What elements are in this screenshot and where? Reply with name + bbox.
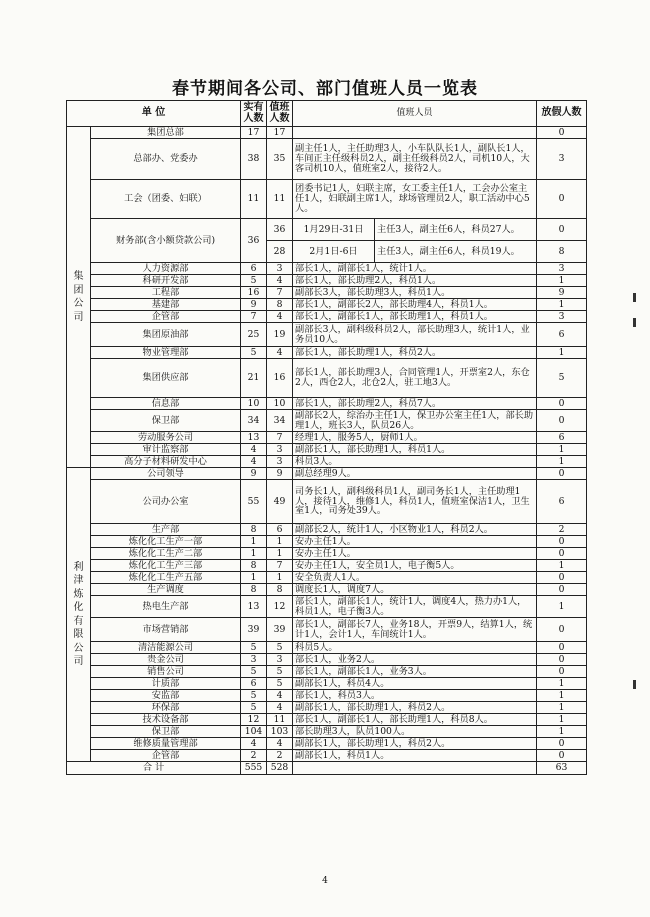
- leave-cell: 0: [537, 738, 587, 750]
- leave-cell: 6: [537, 323, 587, 347]
- unit-cell: 物业管理部: [91, 347, 241, 359]
- header-row: [67, 101, 587, 127]
- staff-cell: 副部长1人，部长助理1人，科员1人。: [293, 444, 537, 456]
- total-label: 合 计: [67, 762, 241, 775]
- unit-cell: 总部办、党委办: [91, 139, 241, 180]
- leave-cell: 8: [537, 241, 587, 263]
- table-row: [67, 410, 587, 432]
- staff-cell: 部长1人，副部长2人，部长助理4人，科员1人。: [293, 299, 537, 311]
- leave-cell: 1: [537, 560, 587, 572]
- unit-cell: 环保部: [91, 702, 241, 714]
- staff-cell: 部长1人，副部长7人，业务18人，开票9人，结算1人，统计1人，会计1人，车间统计1人。: [293, 618, 537, 642]
- unit-cell: 审计监察部: [91, 444, 241, 456]
- actual-cell: 4: [241, 456, 267, 468]
- scan-mark: [633, 318, 636, 327]
- leave-cell: 0: [537, 410, 587, 432]
- actual-cell: 5: [241, 275, 267, 287]
- staff-cell: 副部长1人，科员4人。: [293, 678, 537, 690]
- table-row: [67, 572, 587, 584]
- actual-cell: 2: [241, 750, 267, 762]
- leave-cell: 3: [537, 311, 587, 323]
- table-row: [67, 263, 587, 275]
- unit-cell: 公司领导: [91, 468, 241, 480]
- actual-cell: 4: [241, 444, 267, 456]
- duty-cell: 3: [267, 263, 293, 275]
- table-row: [67, 690, 587, 702]
- table-row: [67, 536, 587, 548]
- leave-cell: 1: [537, 299, 587, 311]
- actual-cell: 5: [241, 347, 267, 359]
- actual-cell: 1: [241, 536, 267, 548]
- table-row: [67, 666, 587, 678]
- actual-cell: 8: [241, 524, 267, 536]
- table-row: [67, 642, 587, 654]
- staff-cell: 安全负责人1人。: [293, 572, 537, 584]
- staff-cell: 部长1人，副部长1人，业务3人。: [293, 666, 537, 678]
- staff-cell: 部长1人，部长助理3人，合同管理1人，开票室2人，东仓2人，西仓2人，北仓2人，驻工地3人。: [293, 359, 537, 398]
- duty-cell: 11: [267, 180, 293, 219]
- duty-cell: 103: [267, 726, 293, 738]
- duty-cell: 5: [267, 678, 293, 690]
- table-row: [67, 311, 587, 323]
- unit-cell: 人力资源部: [91, 263, 241, 275]
- leave-cell: 3: [537, 263, 587, 275]
- duty-cell: 3: [267, 444, 293, 456]
- table-row: [67, 726, 587, 738]
- leave-cell: 1: [537, 714, 587, 726]
- unit-cell: 保卫部: [91, 726, 241, 738]
- actual-cell: 34: [241, 410, 267, 432]
- table-row: [67, 714, 587, 726]
- table-row: [67, 702, 587, 714]
- leave-cell: 0: [537, 548, 587, 560]
- duty-cell: 2: [267, 750, 293, 762]
- unit-cell: 劳动服务公司: [91, 432, 241, 444]
- unit-cell: 工会（团委、妇联）: [91, 180, 241, 219]
- staff-cell: 团委书记1人，妇联主席，女工委主任1人，工会办公室主任1人，妇联副主席1人，球场管理员2人，职工活动中心5人。: [293, 180, 537, 219]
- header-unit: 单 位: [67, 101, 241, 127]
- staff-cell: 副部长1人，科员1人。: [293, 750, 537, 762]
- leave-cell: 1: [537, 726, 587, 738]
- unit-cell: 企管部: [91, 311, 241, 323]
- group-label: 利津炼化有限公司: [73, 561, 84, 667]
- date-cell: 1月29日-31日: [293, 219, 375, 241]
- actual-cell: 104: [241, 726, 267, 738]
- page-number: 4: [322, 876, 328, 886]
- leave-cell: 0: [537, 180, 587, 219]
- actual-cell: 16: [241, 287, 267, 299]
- actual-cell: 12: [241, 714, 267, 726]
- scan-mark: [633, 293, 636, 302]
- actual-cell: 13: [241, 432, 267, 444]
- staff-cell: 调度长1人，调度7人。: [293, 584, 537, 596]
- staff-cell: 副主任1人，主任助理3人，小车队队长1人，副队长1人，车间正主任级科员2人，副主任级科员2人，司机10人，大客司机10人，值班室2人，接待2人。: [293, 139, 537, 180]
- actual-cell: 55: [241, 480, 267, 524]
- actual-cell: 9: [241, 468, 267, 480]
- staff-cell: 部长1人，部长助理1人，科员2人。: [293, 347, 537, 359]
- actual-cell: 21: [241, 359, 267, 398]
- table-row: [67, 127, 587, 139]
- total-leave: 63: [537, 762, 587, 775]
- document-title: 春节期间各公司、部门值班人员一览表: [172, 79, 478, 99]
- staff-cell: 副部长2人，综治办主任1人，保卫办公室主任1人，部长助理1人，班长3人，队员26人。: [293, 410, 537, 432]
- actual-cell: 6: [241, 263, 267, 275]
- leave-cell: 5: [537, 359, 587, 398]
- actual-cell: 13: [241, 596, 267, 618]
- table-row: [67, 219, 587, 241]
- unit-cell: 安监部: [91, 690, 241, 702]
- total-staff: [293, 762, 537, 775]
- staff-cell: 安办主任1人。: [293, 548, 537, 560]
- table-row: [67, 596, 587, 618]
- duty-cell: 3: [267, 456, 293, 468]
- duty-table: [66, 100, 587, 775]
- leave-cell: 0: [537, 572, 587, 584]
- group-label-cell: [67, 127, 91, 468]
- leave-cell: 2: [537, 524, 587, 536]
- staff-cell: 部长助理3人，队员100人。: [293, 726, 537, 738]
- duty-cell: 9: [267, 468, 293, 480]
- table-row: [67, 287, 587, 299]
- leave-cell: 0: [537, 398, 587, 410]
- staff-cell: 部长1人，副部长1人，部长助理1人，科员1人。: [293, 311, 537, 323]
- duty-cell: 1: [267, 572, 293, 584]
- leave-cell: 0: [537, 536, 587, 548]
- duty-cell: 6: [267, 524, 293, 536]
- unit-cell: 计质部: [91, 678, 241, 690]
- leave-cell: 0: [537, 219, 587, 241]
- staff-cell: 部长1人，副部长1人，统计1人。: [293, 263, 537, 275]
- scan-mark: [633, 680, 636, 689]
- unit-cell: 保卫部: [91, 410, 241, 432]
- duty-cell: 3: [267, 654, 293, 666]
- staff-cell: 部长1人，业务2人。: [293, 654, 537, 666]
- duty-cell: 19: [267, 323, 293, 347]
- unit-cell: 炼化化工生产二部: [91, 548, 241, 560]
- total-duty: 528: [267, 762, 293, 775]
- total-actual: 555: [241, 762, 267, 775]
- staff-cell: 部长1人，部长助理2人，科员1人。: [293, 275, 537, 287]
- leave-cell: 0: [537, 750, 587, 762]
- actual-cell: 11: [241, 180, 267, 219]
- unit-cell: 市场营销部: [91, 618, 241, 642]
- duty-cell: 7: [267, 560, 293, 572]
- group-label: 集团公司: [73, 271, 84, 323]
- table-row: [67, 480, 587, 524]
- table-row: [67, 180, 587, 219]
- leave-cell: 0: [537, 127, 587, 139]
- unit-cell: 基建部: [91, 299, 241, 311]
- actual-cell: 7: [241, 311, 267, 323]
- actual-cell: 1: [241, 572, 267, 584]
- leave-cell: 0: [537, 468, 587, 480]
- header-staff: 值班人员: [293, 101, 537, 127]
- staff-cell: 司务长1人，副科级科员1人，副司务长1人，主任助理1人，接待1人，维修1人，科员1人，值班室保洁1人，卫生室1人，司务处39人。: [293, 480, 537, 524]
- staff-cell: 安办主任1人。: [293, 536, 537, 548]
- duty-cell: 11: [267, 714, 293, 726]
- table-row: [67, 738, 587, 750]
- duty-cell: 28: [267, 241, 293, 263]
- duty-cell: 5: [267, 666, 293, 678]
- staff-cell: 主任3人，副主任6人，科员19人。: [375, 241, 537, 263]
- unit-cell: 科研开发部: [91, 275, 241, 287]
- leave-cell: 6: [537, 480, 587, 524]
- staff-cell: 安办主任1人，安全员1人，电子衡5人。: [293, 560, 537, 572]
- unit-cell: 公司办公室: [91, 480, 241, 524]
- header-actual: 实有人数: [241, 101, 267, 127]
- duty-cell: 10: [267, 398, 293, 410]
- staff-cell: 部长1人，副部长1人，部长助理1人，科员8人。: [293, 714, 537, 726]
- staff-cell: 副总经理9人。: [293, 468, 537, 480]
- duty-cell: 4: [267, 690, 293, 702]
- unit-cell: 技术设备部: [91, 714, 241, 726]
- actual-cell: 38: [241, 139, 267, 180]
- staff-cell: 副部长1人，部长助理1人，科员2人。: [293, 738, 537, 750]
- table-row: [67, 618, 587, 642]
- leave-cell: 1: [537, 702, 587, 714]
- table-row: [67, 444, 587, 456]
- leave-cell: 6: [537, 432, 587, 444]
- table-row: [67, 548, 587, 560]
- duty-cell: 36: [267, 219, 293, 241]
- staff-cell: 科员3人。: [293, 456, 537, 468]
- duty-cell: 4: [267, 275, 293, 287]
- table-row: [67, 347, 587, 359]
- duty-cell: 1: [267, 548, 293, 560]
- actual-cell: 9: [241, 299, 267, 311]
- actual-cell: 3: [241, 654, 267, 666]
- staff-cell: 部长1人，科员3人。: [293, 690, 537, 702]
- actual-cell: 17: [241, 127, 267, 139]
- group-label-cell: [67, 468, 91, 762]
- table-row: [67, 560, 587, 572]
- staff-cell: 部长1人，副部长1人，统计1人，调度4人，热力办1人，科员1人，电子衡3人。: [293, 596, 537, 618]
- duty-cell: 49: [267, 480, 293, 524]
- leave-cell: 9: [537, 287, 587, 299]
- unit-cell: 清洁能源公司: [91, 642, 241, 654]
- table-row: [67, 468, 587, 480]
- unit-cell: 财务部(含小额贷款公司): [91, 219, 241, 263]
- table-row: [67, 359, 587, 398]
- table-row: [67, 432, 587, 444]
- duty-cell: 12: [267, 596, 293, 618]
- duty-cell: 4: [267, 702, 293, 714]
- actual-cell: 8: [241, 560, 267, 572]
- actual-cell: 1: [241, 548, 267, 560]
- actual-cell: 39: [241, 618, 267, 642]
- leave-cell: 0: [537, 618, 587, 642]
- duty-cell: 5: [267, 642, 293, 654]
- staff-cell: [293, 127, 537, 139]
- unit-cell: 贵金公司: [91, 654, 241, 666]
- staff-cell: 主任3人，副主任6人，科员27人。: [375, 219, 537, 241]
- unit-cell: 企管部: [91, 750, 241, 762]
- table-row: [67, 584, 587, 596]
- duty-cell: 35: [267, 139, 293, 180]
- table-row: [67, 750, 587, 762]
- unit-cell: 集团总部: [91, 127, 241, 139]
- unit-cell: 维修质量管理部: [91, 738, 241, 750]
- duty-cell: 4: [267, 347, 293, 359]
- date-cell: 2月1日-6日: [293, 241, 375, 263]
- unit-cell: 销售公司: [91, 666, 241, 678]
- duty-cell: 39: [267, 618, 293, 642]
- unit-cell: 炼化化工生产五部: [91, 572, 241, 584]
- leave-cell: 3: [537, 139, 587, 180]
- unit-cell: 炼化化工生产三部: [91, 560, 241, 572]
- staff-cell: 科员5人。: [293, 642, 537, 654]
- duty-cell: 16: [267, 359, 293, 398]
- leave-cell: 1: [537, 596, 587, 618]
- table-row: [67, 398, 587, 410]
- actual-cell: 36: [241, 219, 267, 263]
- unit-cell: 热电生产部: [91, 596, 241, 618]
- unit-cell: 工程部: [91, 287, 241, 299]
- table-row: [67, 654, 587, 666]
- duty-cell: 17: [267, 127, 293, 139]
- actual-cell: 5: [241, 642, 267, 654]
- unit-cell: 生产调度: [91, 584, 241, 596]
- table-row: [67, 524, 587, 536]
- leave-cell: 0: [537, 642, 587, 654]
- duty-cell: 7: [267, 287, 293, 299]
- leave-cell: 1: [537, 456, 587, 468]
- duty-cell: 34: [267, 410, 293, 432]
- table-row: [67, 678, 587, 690]
- duty-cell: 1: [267, 536, 293, 548]
- staff-cell: 副部长3人，部长助理3人，科员1人。: [293, 287, 537, 299]
- staff-cell: 副部长3人，副科级科员2人，部长助理3人，统计1人，业务员10人。: [293, 323, 537, 347]
- unit-cell: 高分子材料研发中心: [91, 456, 241, 468]
- actual-cell: 6: [241, 678, 267, 690]
- actual-cell: 10: [241, 398, 267, 410]
- table-row: [67, 139, 587, 180]
- leave-cell: 1: [537, 678, 587, 690]
- leave-cell: 0: [537, 584, 587, 596]
- actual-cell: 4: [241, 738, 267, 750]
- header-leave: 放假人数: [537, 101, 587, 127]
- duty-cell: 8: [267, 299, 293, 311]
- unit-cell: 集团供应部: [91, 359, 241, 398]
- staff-cell: 部长1人，部长助理2人，科员7人。: [293, 398, 537, 410]
- actual-cell: 25: [241, 323, 267, 347]
- duty-cell: 4: [267, 738, 293, 750]
- unit-cell: 集团原油部: [91, 323, 241, 347]
- header-duty: 值班人数: [267, 101, 293, 127]
- unit-cell: 炼化化工生产一部: [91, 536, 241, 548]
- unit-cell: 生产部: [91, 524, 241, 536]
- duty-cell: 7: [267, 432, 293, 444]
- leave-cell: 1: [537, 444, 587, 456]
- table-row: [67, 456, 587, 468]
- leave-cell: 0: [537, 654, 587, 666]
- table-row: [67, 299, 587, 311]
- staff-cell: 副部长1人，部长助理1人，科员2人。: [293, 702, 537, 714]
- leave-cell: 1: [537, 275, 587, 287]
- table-row: [67, 323, 587, 347]
- table-body: [67, 127, 587, 775]
- actual-cell: 8: [241, 584, 267, 596]
- duty-cell: 8: [267, 584, 293, 596]
- actual-cell: 5: [241, 702, 267, 714]
- staff-cell: 副部长2人，统计1人，小区物业1人，科员2人。: [293, 524, 537, 536]
- staff-cell: 经理1人，服务5人，厨师1人。: [293, 432, 537, 444]
- total-row: [67, 762, 587, 775]
- leave-cell: 1: [537, 690, 587, 702]
- leave-cell: 1: [537, 347, 587, 359]
- table-row: [67, 275, 587, 287]
- actual-cell: 5: [241, 690, 267, 702]
- actual-cell: 5: [241, 666, 267, 678]
- duty-cell: 4: [267, 311, 293, 323]
- leave-cell: 0: [537, 666, 587, 678]
- unit-cell: 信息部: [91, 398, 241, 410]
